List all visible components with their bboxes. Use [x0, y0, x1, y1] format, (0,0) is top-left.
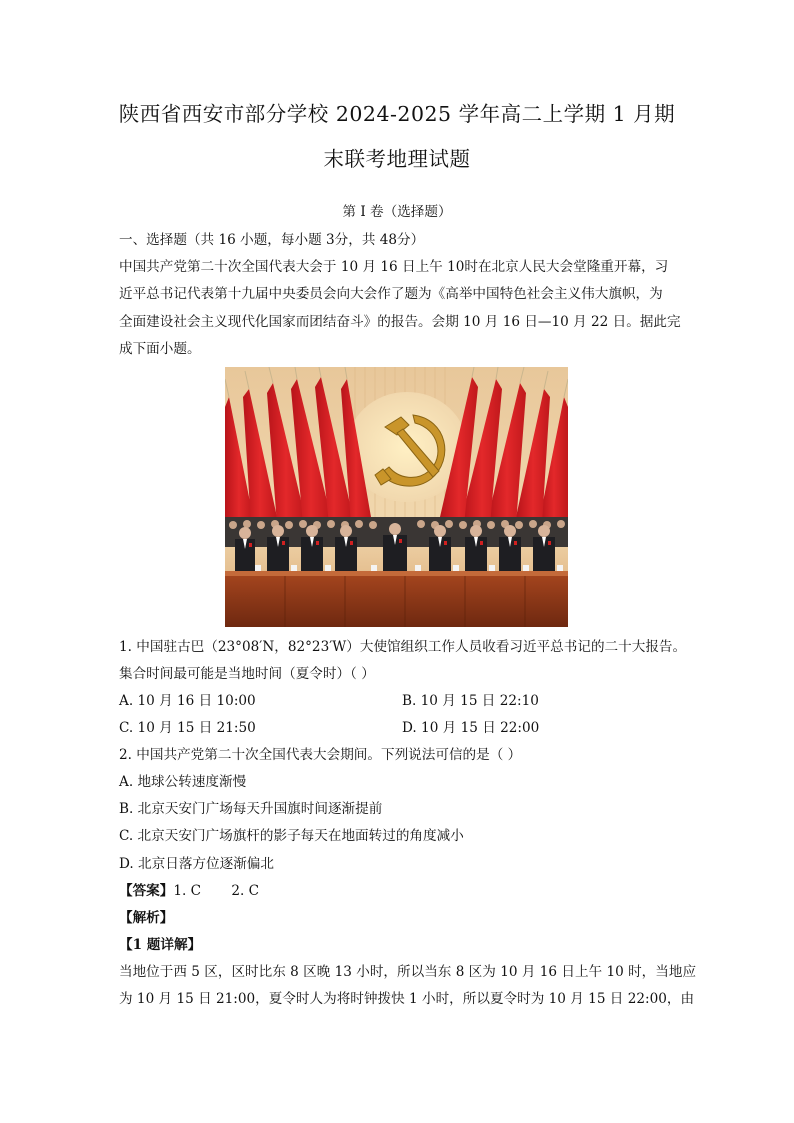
- part-heading: 一、选择题（共 16 小题，每小题 3分，共 48分）: [119, 232, 425, 248]
- congress-hall-photo: [225, 367, 568, 627]
- q1-option-b: B. 10 月 15 日 22:10: [402, 693, 539, 709]
- answer-line: [119, 882, 689, 900]
- q1-stem-line-2: 集合时间最可能是当地时间（夏令时）（ ）: [119, 666, 375, 682]
- answer-value: 1. C 2. C: [173, 883, 260, 899]
- q2-option-a: A. 地球公转速度渐慢: [119, 774, 247, 790]
- intro-line-3: 全面建设社会主义现代化国家而团结奋斗》的报告。会期 10 月 16 日—10 月 22 日。据此完: [119, 314, 681, 330]
- detail-line-1: 当地位于西 5 区，区时比东 8 区晚 13 小时，所以当东 8 区为 10 月 16 日上午 10 时，当地应: [119, 964, 697, 980]
- intro-line-2: 近平总书记代表第十九届中央委员会向大会作了题为《高举中国特色社会主义伟大旗帜，为: [119, 286, 663, 302]
- q1-option-c: C. 10 月 15 日 21:50: [119, 720, 256, 736]
- detail-label: 【1 题详解】: [119, 937, 202, 953]
- q1-option-a: A. 10 月 16 日 10:00: [119, 693, 256, 709]
- title-line-1: 陕西省西安市部分学校 2024-2025 学年高二上学期 1 月期: [118, 102, 676, 126]
- answer-label: 【答案】: [119, 883, 174, 899]
- title-line-2: 末联考地理试题: [323, 147, 471, 171]
- q1-option-d: D. 10 月 15 日 22:00: [402, 720, 540, 736]
- intro-line-1: 中国共产党第二十次全国代表大会于 10 月 16 日上午 10时在北京人民大会堂隆重开幕，习: [119, 259, 669, 275]
- q2-stem: 2. 中国共产党第二十次全国代表大会期间。下列说法可信的是（ ）: [119, 747, 522, 763]
- q2-option-b: B. 北京天安门广场每天升国旗时间逐渐提前: [119, 801, 383, 817]
- intro-line-4: 成下面小题。: [119, 341, 201, 357]
- q2-option-c: C. 北京天安门广场旗杆的影子每天在地面转过的角度减小: [119, 828, 464, 844]
- q2-option-d: D. 北京日落方位逐渐偏北: [119, 856, 274, 872]
- analysis-label: 【解析】: [119, 910, 174, 926]
- section-header: 第 I 卷（选择题）: [342, 204, 452, 220]
- detail-line-2: 为 10 月 15 日 21:00，夏令时人为将时钟拨快 1 小时，所以夏令时为 10 月 15 日 22:00，由: [119, 991, 695, 1007]
- q1-stem-line-1: 1. 中国驻古巴（23°08′N，82°23′W）大使馆组织工作人员收看习近平总书记的二十大报告。: [119, 639, 687, 655]
